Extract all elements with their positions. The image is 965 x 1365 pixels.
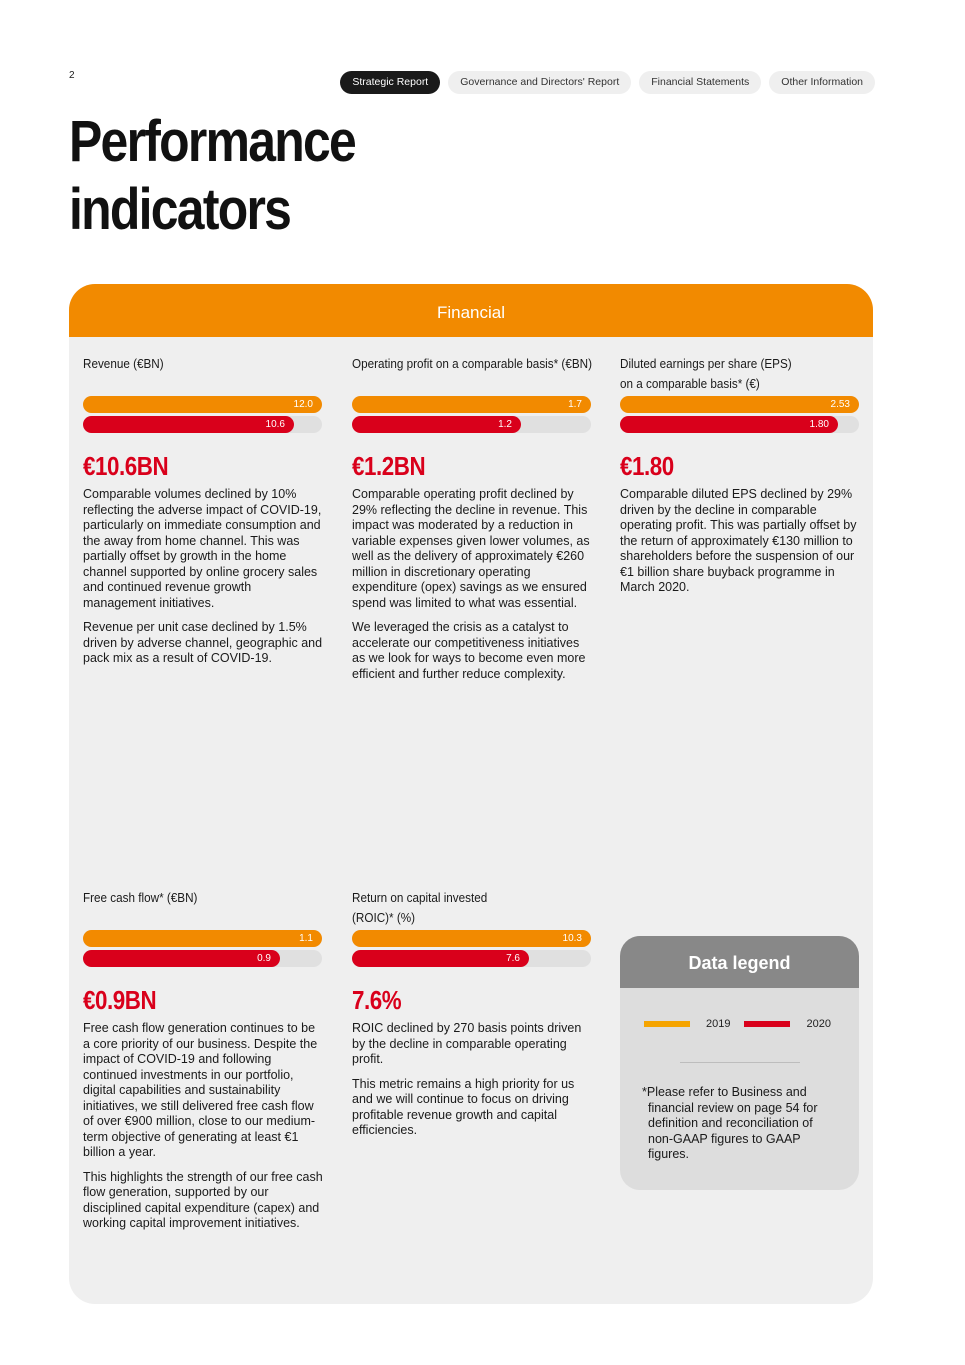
tab-other-information[interactable]: Other Information — [769, 71, 875, 94]
tab-strategic-report[interactable]: Strategic Report — [340, 71, 440, 94]
bar-2019: 10.3 — [352, 930, 591, 947]
metric-headline: €1.80 — [620, 451, 674, 481]
bar-track-2020 — [83, 950, 322, 967]
financial-panel — [69, 284, 873, 1304]
metric-headline: 7.6% — [352, 985, 402, 1015]
bar-track-2019 — [83, 930, 322, 947]
metric-bars — [620, 396, 860, 433]
page-title: Performance indicators — [69, 109, 356, 242]
bar-2019: 12.0 — [83, 396, 322, 413]
legend-label-2019: 2019 — [706, 1018, 731, 1030]
metric-label: Operating profit on a comparable basis* (€BN) — [352, 356, 592, 371]
bar-track-2020 — [620, 416, 859, 433]
bar-2020: 7.6 — [352, 950, 529, 967]
metric-description: ROIC declined by 270 basis points driven by the decline in comparable operating profit. This metric remains a high priority for us and we will continue to focus on driving profitable revenue growth and capital efficiencies. — [352, 1021, 582, 1137]
bar-track-2019 — [620, 396, 859, 413]
metric-headline: €10.6BN — [83, 451, 169, 481]
tab-financial-statements[interactable]: Financial Statements — [639, 71, 761, 94]
metric-bars — [352, 396, 592, 433]
bar-2020: 1.2 — [352, 416, 521, 433]
bar-2020: 0.9 — [83, 950, 280, 967]
metric-revenue — [83, 354, 323, 667]
bar-track-2020 — [352, 416, 591, 433]
section-nav — [340, 71, 875, 94]
bar-2020: 1.80 — [620, 416, 838, 433]
bar-track-2020 — [83, 416, 322, 433]
panel-title: Financial — [69, 284, 873, 337]
bar-2020: 10.6 — [83, 416, 294, 433]
metric-bars — [83, 930, 323, 967]
metric-free-cash-flow — [83, 888, 323, 1232]
metric-operating-profit — [352, 354, 592, 682]
bar-track-2019 — [352, 930, 591, 947]
legend-title: Data legend — [620, 936, 859, 988]
legend-swatch-2020 — [744, 1021, 790, 1027]
legend-key-2019 — [644, 1018, 730, 1030]
bar-2019: 2.53 — [620, 396, 859, 413]
metric-diluted-eps — [620, 354, 860, 596]
metric-description: Comparable volumes declined by 10% reflecting the adverse impact of COVID-19, particularly on immediate consumption and the away from home channel. This was partially offset by growth in the home channel supported by online grocery sales and continued revenue growth management initiatives. Revenue per unit case declined by 1.5% driven by adverse channel, geographic and pack mix as a result of COVID-19. — [83, 487, 323, 665]
legend-keys — [620, 1018, 859, 1030]
metric-description: Free cash flow generation continues to be a core priority of our business. Despite the impact of COVID-19 and following continued investments in our portfolio, digital capabilities and sustainability initiatives, we still delivered free cash flow of over €900 million, close to our medium-term objective of generating at least €1 billion a year. This highlights the strength of our free cash flow generation, supported by our disciplined capital expenditure (capex) and working capital improvement initiatives. — [83, 1021, 323, 1230]
metric-description: Comparable diluted EPS declined by 29% driven by the decline in comparable operating profit. This was partially offset by the return of approximately €130 million to shareholders before the suspension of our €1 billion share buyback programme in March 2020. — [620, 487, 857, 594]
metric-description: Comparable operating profit declined by 29% reflecting the decline in revenue. This impact was moderated by a reduction in variable expenses given lower volumes, as well as the delivery of approximately €260 million in discretionary operating expenditure (opex) savings as we ensured spend was limited to what was essential. We leveraged the crisis as a catalyst to accelerate our competitiveness initiatives as we look for ways to become even more efficient and further reduce complexity. — [352, 487, 590, 681]
metric-bars — [352, 930, 592, 967]
bar-track-2019 — [352, 396, 591, 413]
metric-label: Diluted earnings per share (EPS) on a comparable basis* (€) — [620, 356, 792, 391]
data-legend — [620, 936, 859, 1190]
metric-label: Revenue (€BN) — [83, 356, 164, 371]
legend-key-2020 — [744, 1018, 830, 1030]
bar-track-2020 — [352, 950, 591, 967]
tab-governance-directors-report[interactable]: Governance and Directors' Report — [448, 71, 631, 94]
metric-label: Free cash flow* (€BN) — [83, 890, 198, 905]
bar-2019: 1.1 — [83, 930, 322, 947]
metric-roic — [352, 888, 592, 1139]
legend-label-2020: 2020 — [806, 1018, 831, 1030]
legend-divider — [680, 1062, 800, 1063]
page-number: 2 — [69, 70, 75, 81]
legend-footnote: *Please refer to Business and financial review on page 54 for definition and reconciliation of non-GAAP figures to GAAP figures. — [642, 1085, 818, 1161]
metric-label: Return on capital invested (ROIC)* (%) — [352, 890, 488, 925]
metric-headline: €1.2BN — [352, 451, 426, 481]
metric-headline: €0.9BN — [83, 985, 157, 1015]
metric-bars — [83, 396, 323, 433]
bar-2019: 1.7 — [352, 396, 591, 413]
bar-track-2019 — [83, 396, 322, 413]
legend-swatch-2019 — [644, 1021, 690, 1027]
